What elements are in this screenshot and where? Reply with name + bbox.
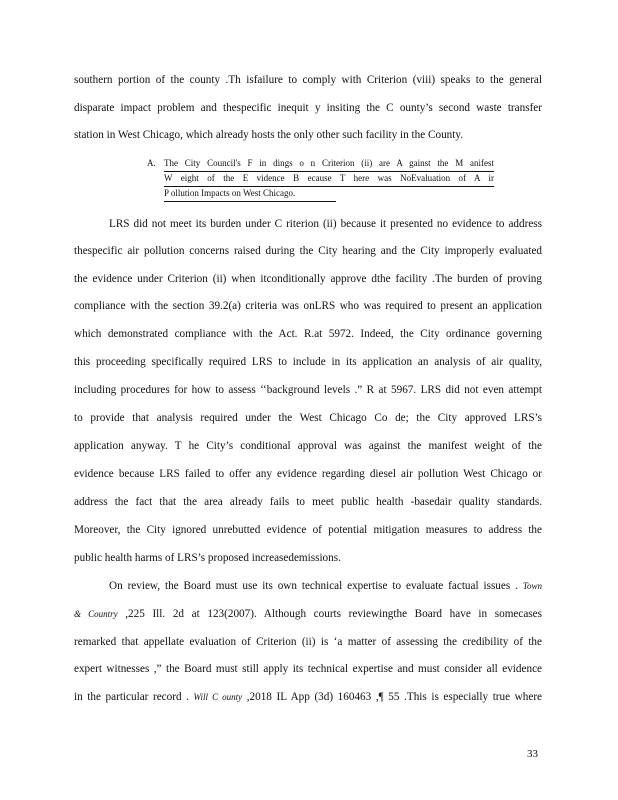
body-text: ,225 Ill. 2d at 123(2007). Although courts reviewingthe Board have in somecases xyxy=(117,608,542,620)
page-number: 33 xyxy=(527,748,538,760)
section-heading-line: W eight of the E vidence B ecause T here was NoEvaluation of A ir xyxy=(164,172,494,187)
body-text-line: public health harms of LRS’s proposed increasedemissions. xyxy=(74,552,341,564)
section-heading-label: A. xyxy=(147,158,156,168)
body-text-line: LRS did not meet its burden under C riterion (ii) because it presented no evidence to address xyxy=(109,218,542,230)
body-text-line: Moreover, the City ignored unrebutted evidence of potential mitigation measures to address the xyxy=(74,524,542,536)
body-text: in the particular record . xyxy=(74,691,189,703)
case-citation: Town xyxy=(522,581,542,591)
body-text-line: address the fact that the area already fails to meet public health -basedair quality standards. xyxy=(74,496,542,508)
section-heading-line: The City Council's F in dings o n Criterion (ii) are A gainst the M anifest xyxy=(164,157,494,172)
body-text-line: the evidence under Criterion (ii) when itconditionally approve dthe facility .The burden of proving xyxy=(74,273,542,285)
body-text-line xyxy=(109,578,542,594)
body-text: On review, the Board must use its own technical expertise to evaluate factual issues . xyxy=(109,580,518,592)
body-text-line: southern portion of the county .Th isfailure to comply with Criterion (viii) speaks to the general xyxy=(74,74,542,86)
body-text-line: expert witnesses ,” the Board must still apply its technical expertise and must consider all evidence xyxy=(74,663,542,675)
body-text-line: evidence because LRS failed to offer any evidence regarding diesel air pollution West Chicago or xyxy=(74,468,542,480)
body-text-line: application anyway. T he City’s conditional approval was against the manifest weight of the xyxy=(74,440,542,452)
case-citation: & Country xyxy=(74,609,118,619)
body-text-line: compliance with the section 39.2(a) criteria was onLRS who was required to present an application xyxy=(74,300,542,312)
body-text-line: remarked that appellate evaluation of Criterion (ii) is ‘a matter of assessing the credibility of the xyxy=(74,636,542,648)
body-text-line: including procedures for how to assess ‘‘background levels .” R at 5967. LRS did not even attempt xyxy=(74,384,542,396)
body-text-line xyxy=(74,689,542,705)
body-text: ,2018 IL App (3d) 160463 ,¶ 55 .This is especially true where xyxy=(242,691,542,703)
section-heading-line: P ollution Impacts on West Chicago. xyxy=(164,187,336,202)
body-text-line xyxy=(74,606,542,622)
body-text-line: station in West Chicago, which already hosts the only other such facility in the County. xyxy=(74,129,464,141)
body-text-line: to provide that analysis required under the West Chicago Co de; the City approved LRS’s xyxy=(74,412,542,424)
body-text-line: thespecific air pollution concerns raised during the City hearing and the City improperly evaluated xyxy=(74,245,542,257)
body-text-line: which demonstrated compliance with the Act. R.at 5972. Indeed, the City ordinance governing xyxy=(74,328,542,340)
body-text-line: disparate impact problem and thespecific inequit y insiting the C ounty’s second waste transfer xyxy=(74,102,542,114)
case-citation: Will C ounty xyxy=(193,692,243,702)
body-text-line: this proceeding specifically required LRS to include in its application an analysis of air quality, xyxy=(74,356,542,368)
